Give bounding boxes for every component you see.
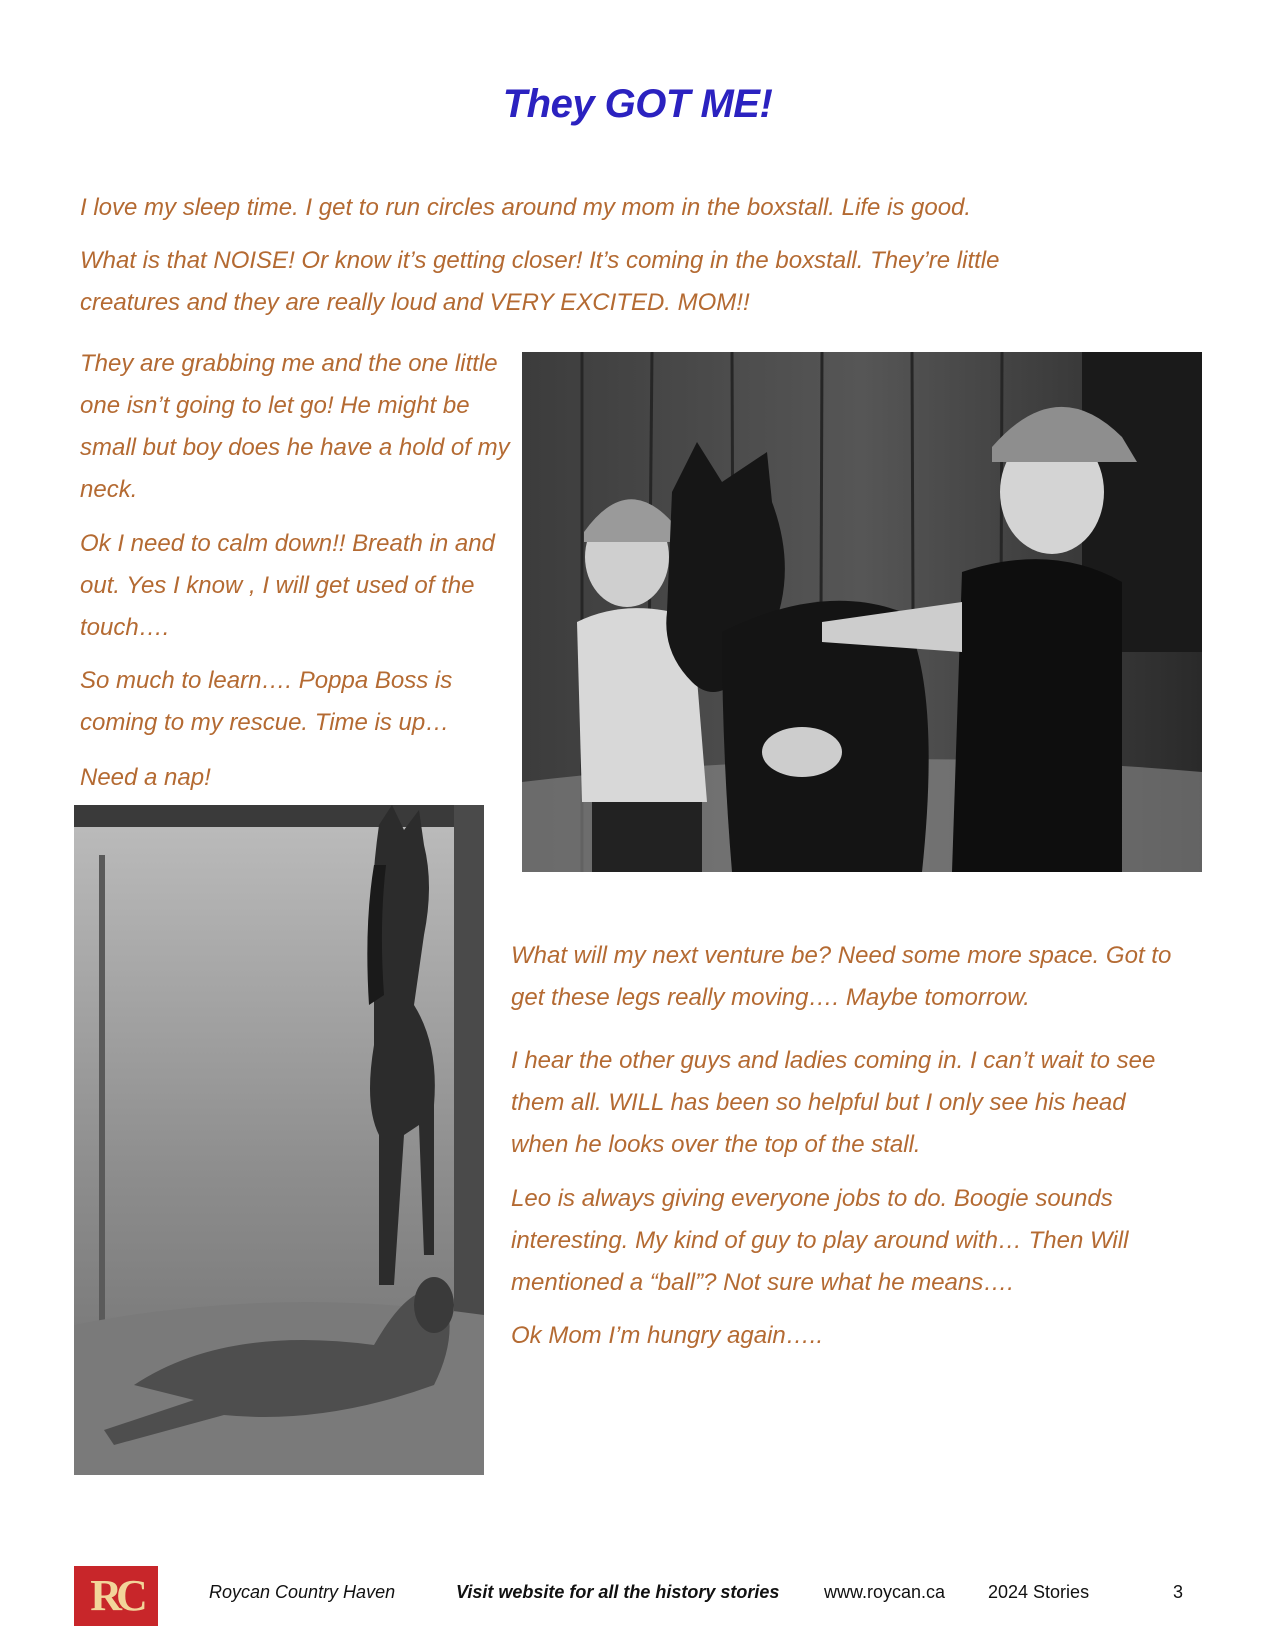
footer-stories-label: 2024 Stories xyxy=(988,1582,1090,1602)
story-paragraph-5: So much to learn…. Poppa Boss is coming to my rescue. Time is up… xyxy=(80,667,453,736)
story-paragraph-9: Leo is always giving everyone jobs to do. Boogie sounds interesting. My kind of guy to play around with… Then Will mentioned a “ball”? Not sure what he means…. xyxy=(511,1185,1129,1296)
story-paragraph-3: They are grabbing me and the one little one isn’t going to let go! He might be small but boy does he have a hold of my neck. xyxy=(80,350,510,503)
story-paragraph-4: Ok I need to calm down!! Breath in and out. Yes I know , I will get used of the touch…. xyxy=(80,530,495,641)
page-title: They GOT ME! xyxy=(502,82,773,126)
story-paragraph-10: Ok Mom I’m hungry again….. xyxy=(511,1322,824,1349)
story-paragraph-6: Need a nap! xyxy=(80,764,211,791)
footer-page-number: 3 xyxy=(1173,1582,1184,1602)
story-paragraph-1: I love my sleep time. I get to run circles around my mom in the boxstall. Life is good. xyxy=(80,194,972,221)
story-paragraph-8: I hear the other guys and ladies coming in. I can’t wait to see them all. WILL has been so helpful but I only see his head when he looks over the top of the stall. xyxy=(511,1047,1156,1158)
roycan-logo xyxy=(74,1566,158,1626)
footer-visit-text: Visit website for all the history stories xyxy=(456,1582,780,1602)
logo-text: RC xyxy=(90,1571,142,1620)
story-paragraph-2: What is that NOISE! Or know it’s getting closer! It’s coming in the boxstall. They’re little creatures and they are really loud and VERY EXCITED. MOM!! xyxy=(80,247,1000,316)
footer-org-name: Roycan Country Haven xyxy=(209,1582,396,1602)
footer-website-link[interactable]: www.roycan.ca xyxy=(824,1582,946,1602)
boys-with-foal-photo xyxy=(522,352,1202,872)
mare-and-sleeping-foal-photo xyxy=(74,805,484,1475)
story-paragraph-7: What will my next venture be? Need some more space. Got to get these legs really moving…. Maybe tomorrow. xyxy=(511,942,1172,1011)
